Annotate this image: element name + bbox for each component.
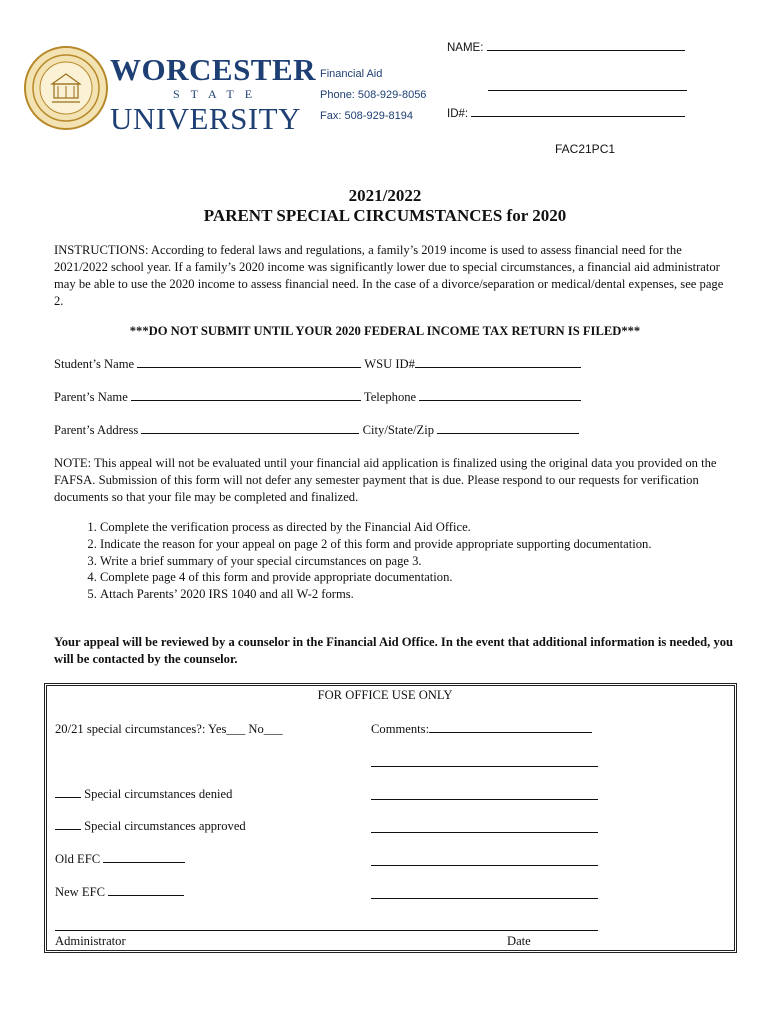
university-seal-logo <box>24 46 108 130</box>
name-line-2[interactable] <box>488 90 687 91</box>
list-item: 1. Complete the verification process as directed by the Financial Aid Office. <box>100 519 744 536</box>
comments-label: Comments: <box>371 722 430 736</box>
student-name-line[interactable] <box>137 367 361 368</box>
old-efc-label: Old EFC <box>55 852 101 866</box>
phone-number: Phone: 508-929-8056 <box>320 89 427 101</box>
parent-address-label: Parent’s Address <box>54 423 139 437</box>
parent-address-line[interactable] <box>141 433 359 434</box>
comments-line[interactable] <box>429 732 592 733</box>
review-notice: Your appeal will be reviewed by a counselor in the Financial Aid Office. In the event that additional information is needed, you will be contacted by the counselor. <box>54 635 734 666</box>
warning-text: ***DO NOT SUBMIT UNTIL YOUR 2020 FEDERAL INCOME TAX RETURN IS FILED*** <box>129 324 641 338</box>
note-text: NOTE: This appeal will not be evaluated until your financial aid application is finalized using the original data you provided on the FAFSA. Submission of this form will not defer any semester payment that is due. Please respond to our requests for verification documents so that your file may be completed and finalized. <box>54 456 717 504</box>
date-label: Date <box>507 934 531 948</box>
steps-list <box>54 519 744 603</box>
parent-name-line[interactable] <box>131 400 361 401</box>
city-state-zip-label: City/State/Zip <box>362 423 434 437</box>
approved-row[interactable] <box>55 819 246 834</box>
special-circumstances-question[interactable]: 20/21 special circumstances?: Yes___ No___ <box>55 722 283 736</box>
comments-line-3[interactable] <box>371 799 598 800</box>
comments-field[interactable] <box>371 722 592 737</box>
approved-checkline[interactable] <box>55 829 81 830</box>
id-label: ID#: <box>447 108 469 120</box>
steps-list-container <box>54 519 744 603</box>
dept-name: Financial Aid <box>320 68 383 80</box>
parent-name-row[interactable] <box>54 390 581 405</box>
city-state-zip-line[interactable] <box>437 433 579 434</box>
wordmark-line2: STATE <box>173 87 264 101</box>
telephone-line[interactable] <box>419 400 581 401</box>
name-line[interactable] <box>487 50 685 51</box>
wsu-id-label: WSU ID# <box>364 357 415 371</box>
administrator-label: Administrator <box>55 934 126 948</box>
denied-checkline[interactable] <box>55 797 81 798</box>
university-wordmark <box>110 54 316 134</box>
signature-line[interactable] <box>55 930 598 931</box>
office-heading: FOR OFFICE USE ONLY <box>317 688 453 702</box>
wsu-id-line[interactable] <box>415 367 581 368</box>
student-name-label: Student’s Name <box>54 357 135 371</box>
new-efc-label: New EFC <box>55 885 106 899</box>
id-line[interactable] <box>471 116 685 117</box>
parent-name-label: Parent’s Name <box>54 390 128 404</box>
comments-line-6[interactable] <box>371 898 598 899</box>
form-title: PARENT SPECIAL CIRCUMSTANCES for 2020 <box>203 206 567 225</box>
approved-label: Special circumstances approved <box>84 819 246 833</box>
denied-label: Special circumstances denied <box>84 787 233 801</box>
list-item: 3. Write a brief summary of your special circumstances on page 3. <box>100 553 744 570</box>
contact-block <box>320 64 426 127</box>
old-efc-line[interactable] <box>103 862 185 863</box>
telephone-label: Telephone <box>363 390 417 404</box>
name-label: NAME: <box>447 42 484 54</box>
list-item: 5. Attach Parents’ 2020 IRS 1040 and all W-2 forms. <box>100 586 744 603</box>
fax-number: Fax: 508-929-8194 <box>320 110 413 122</box>
name-field[interactable] <box>447 42 685 54</box>
list-item: 2. Indicate the reason for your appeal on page 2 of this form and provide appropriate supporting documentation. <box>100 536 744 553</box>
new-efc-row[interactable] <box>55 885 184 900</box>
list-item: 4. Complete page 4 of this form and provide appropriate documentation. <box>100 569 744 586</box>
wordmark-line1: WORCESTER <box>110 52 317 87</box>
new-efc-line[interactable] <box>108 895 184 896</box>
old-efc-row[interactable] <box>55 852 185 867</box>
student-name-row[interactable] <box>54 357 581 372</box>
comments-line-2[interactable] <box>371 766 598 767</box>
instructions-text: INSTRUCTIONS: According to federal laws and regulations, a family’s 2019 income is used to assess financial need for the 2021/2022 school year. If a family’s 2020 income was significantly lower due to special circumstances, a financial aid administrator may be able to use the 2020 income to assess financial need. In the case of a divorce/separation or medical/dental expenses, see page 2. <box>54 243 724 308</box>
form-year: 2021/2022 <box>348 186 422 205</box>
comments-line-4[interactable] <box>371 832 598 833</box>
form-code: FAC21PC1 <box>555 142 616 156</box>
wordmark-line3: UNIVERSITY <box>110 101 301 136</box>
id-field[interactable] <box>447 108 685 120</box>
parent-address-row[interactable] <box>54 423 579 438</box>
denied-row[interactable] <box>55 787 232 802</box>
comments-line-5[interactable] <box>371 865 598 866</box>
